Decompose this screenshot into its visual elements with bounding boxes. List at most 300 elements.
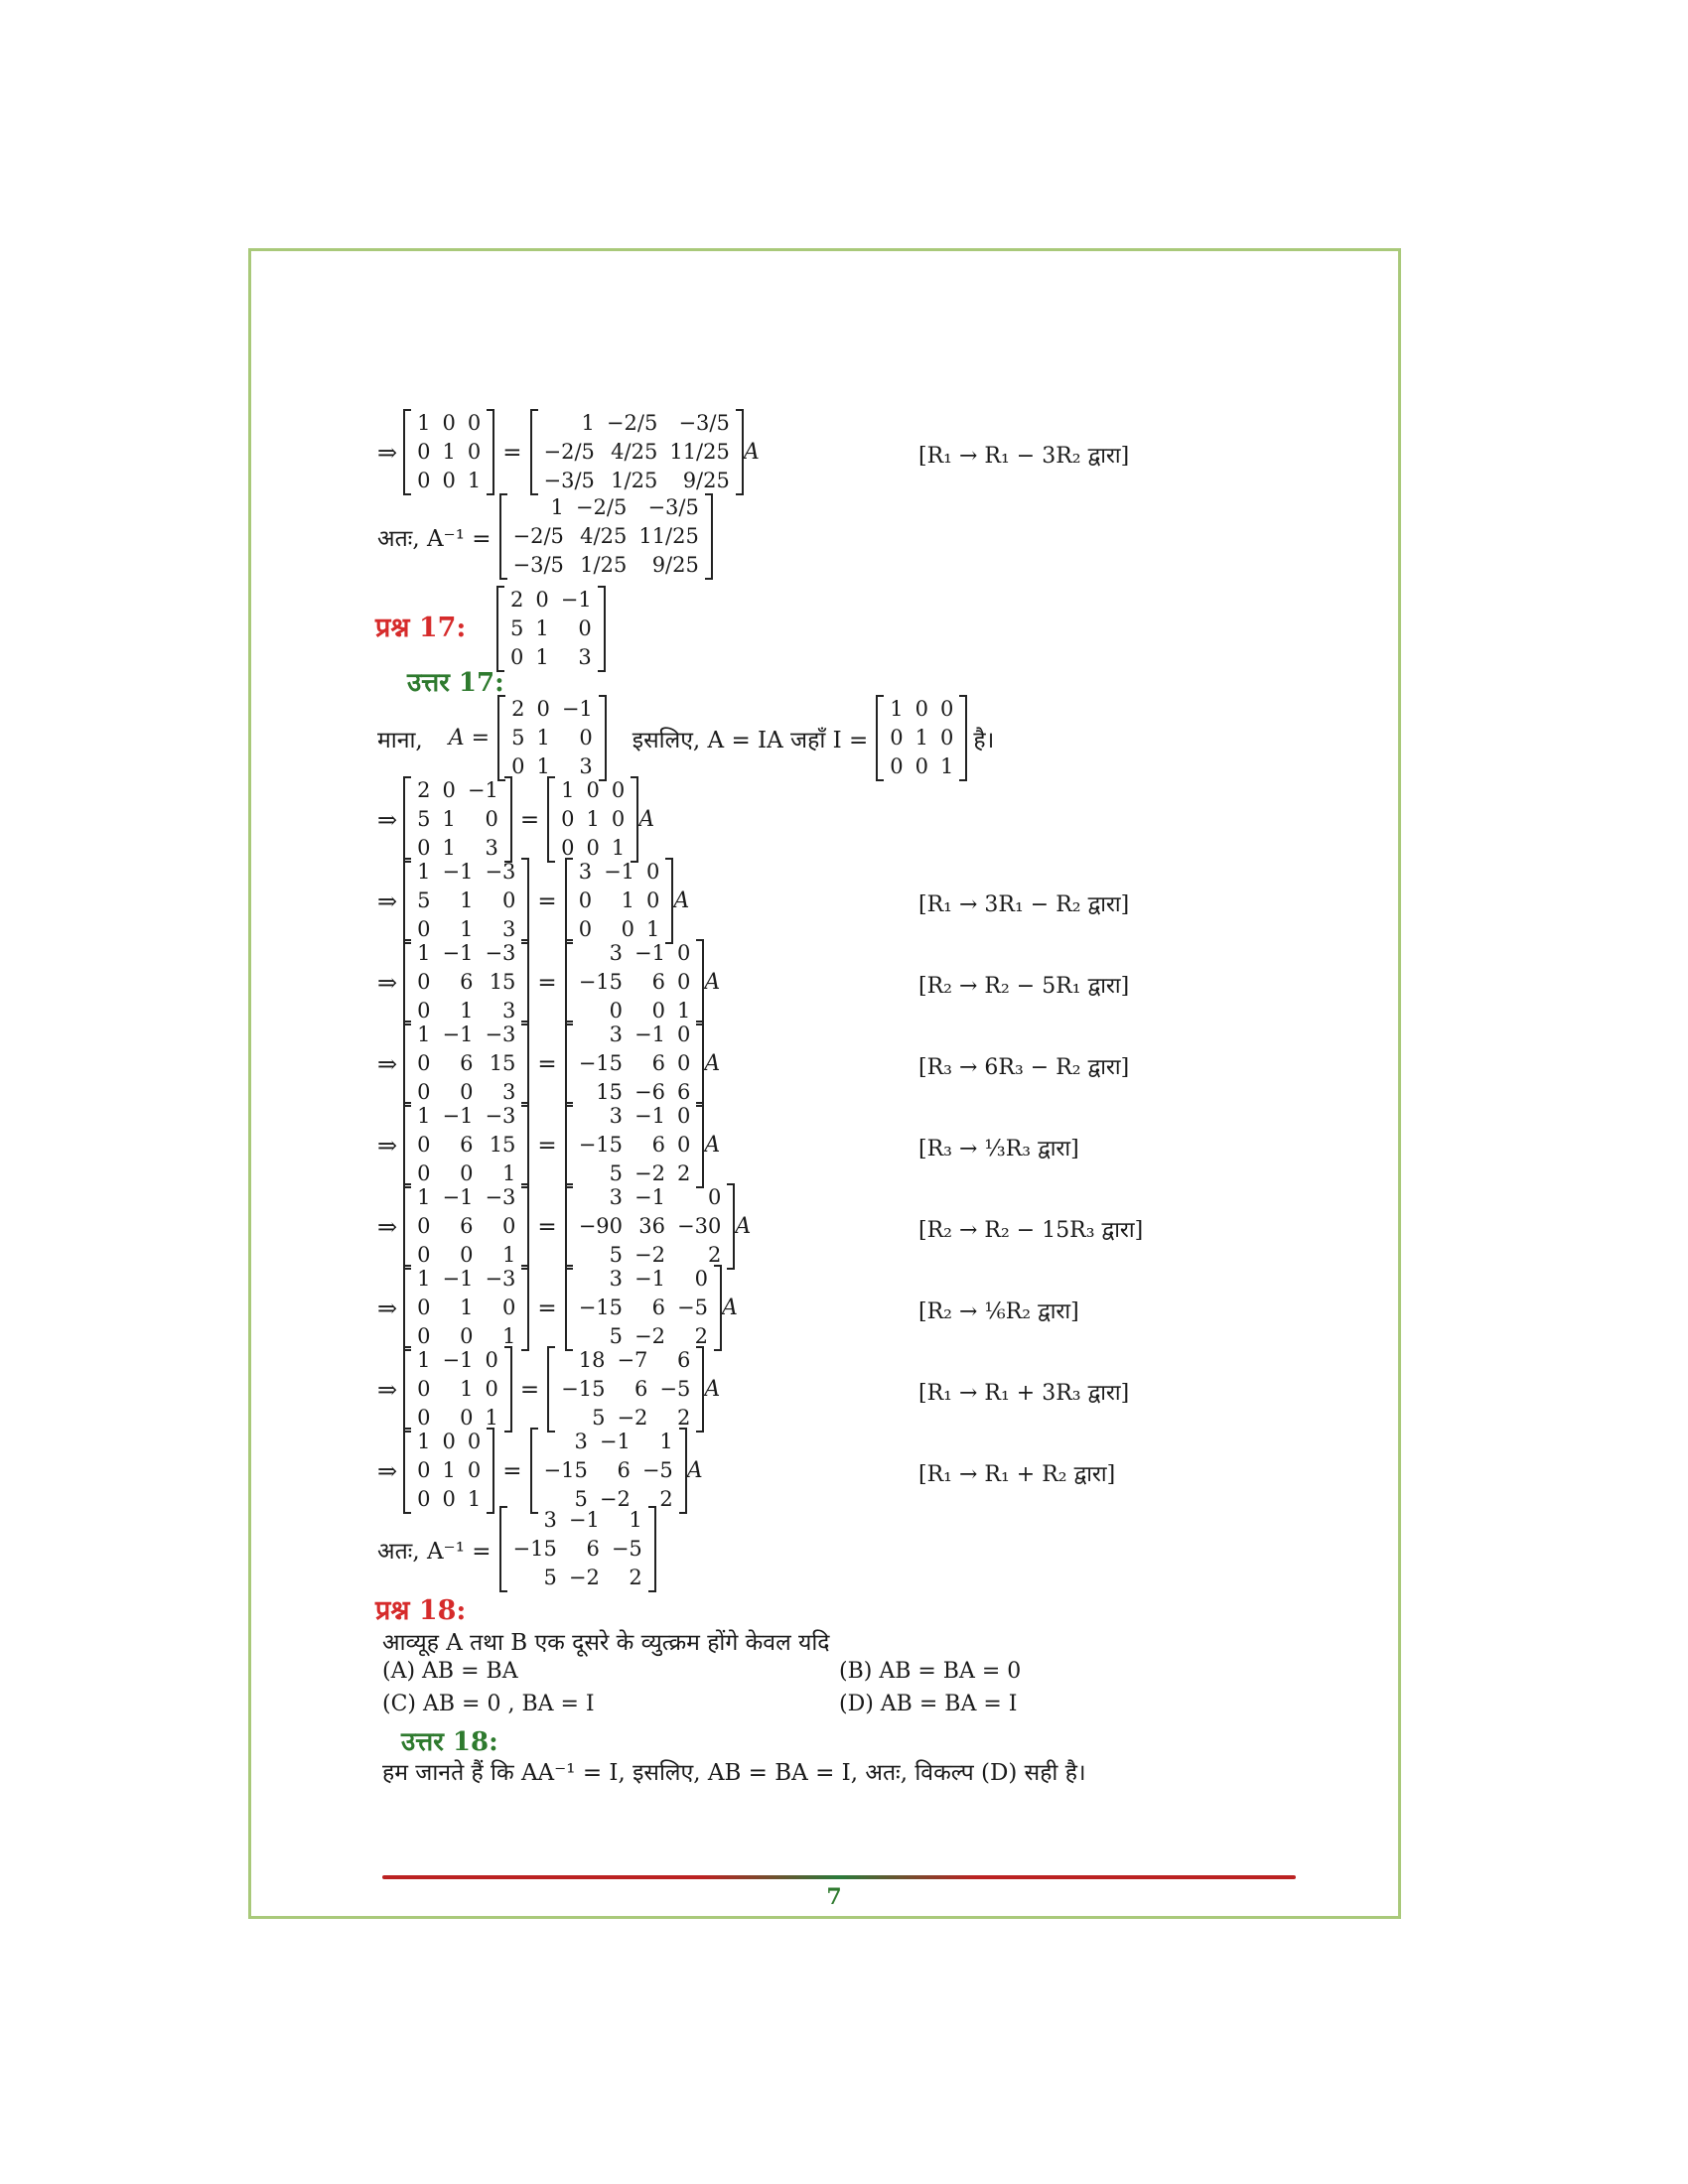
matrix-cell: 1 [502, 1243, 516, 1267]
matrix [565, 1265, 722, 1351]
matrix [565, 939, 705, 1025]
matrix-cell: 1 [417, 1348, 431, 1372]
matrix-cell: −2/5 [606, 411, 658, 435]
matrix-cell: 3 [543, 1508, 557, 1532]
matrix-cell: −15 [512, 1537, 557, 1561]
equals-sign: = [537, 1295, 557, 1321]
implies-symbol: ⇒ [377, 1456, 398, 1485]
question-17-label: प्रश्न 17: [375, 613, 467, 643]
matrix-cell: 1 [621, 888, 635, 912]
inverse-result [377, 493, 713, 580]
is-text: है। [973, 727, 995, 753]
matrix-cell: 0 [502, 888, 516, 912]
step-row [377, 776, 654, 863]
matrix-cell: 6 [677, 1080, 691, 1104]
implies-symbol: ⇒ [377, 1294, 398, 1322]
matrix-cell: 3 [502, 999, 516, 1023]
row-operation-note: [R₁ → R₁ − 3R₂ द्वारा] [918, 444, 1130, 469]
matrix-cell: 0 [677, 1023, 691, 1046]
matrix-cell: 6 [460, 1133, 474, 1157]
matrix-cell: −90 [578, 1214, 624, 1238]
implies-symbol: ⇒ [377, 968, 398, 997]
matrix-cell: 2 [659, 1487, 673, 1511]
matrix-cell: 1 [485, 1406, 498, 1430]
matrix-cell: 15 [489, 1051, 516, 1075]
matrix-cell: 3 [502, 917, 516, 941]
matrix-cell: −30 [677, 1214, 722, 1238]
matrix-cell: 0 [914, 697, 929, 721]
equals-sign: = [537, 969, 557, 996]
equals-sign: = [502, 439, 522, 466]
matrix [403, 939, 529, 1025]
matrix-cell: 6 [651, 1296, 665, 1319]
matrix-cell: 2 [629, 1566, 642, 1589]
step-row [377, 1428, 703, 1514]
matrix-cell: 0 [611, 807, 626, 831]
matrix [565, 1102, 705, 1188]
matrix-cell: 0 [940, 697, 954, 721]
matrix-cell: 0 [578, 888, 593, 912]
matrix-cell: 2 [677, 1406, 691, 1430]
matrix-cell: −5 [611, 1537, 642, 1561]
matrix-cell: 5 [417, 807, 431, 831]
matrix-cell: −1 [467, 778, 498, 802]
matrix-cell: 0 [417, 440, 431, 464]
matrix-suffix: A [704, 1133, 721, 1158]
matrix-cell: 11/25 [638, 524, 699, 548]
matrix-cell: 0 [442, 411, 456, 435]
matrix-cell: −1 [568, 1508, 600, 1532]
matrix-cell: 0 [578, 917, 593, 941]
matrix-cell: 11/25 [669, 440, 730, 464]
matrix [565, 1021, 705, 1107]
step-row [377, 1183, 751, 1270]
matrix-cell: 0 [677, 1133, 691, 1157]
matrix-cell: 1 [460, 1377, 474, 1401]
matrix-cell: 0 [417, 970, 431, 994]
matrix-cell: 1 [417, 941, 431, 965]
matrix-cell: 5 [510, 616, 524, 640]
matrix-cell: 5 [511, 726, 525, 750]
row-operation-note: [R₂ → R₂ − 5R₁ द्वारा] [918, 974, 1130, 999]
matrix-suffix: A [735, 1214, 752, 1239]
matrix-cell: −3 [485, 1267, 516, 1291]
matrix-cell: −15 [561, 1377, 606, 1401]
matrix-cell: −1 [561, 697, 593, 721]
matrix-cell: 5 [543, 1566, 557, 1589]
matrix-cell: −7 [617, 1348, 648, 1372]
matrix-cell: 1 [535, 645, 549, 669]
matrix [496, 586, 606, 672]
row-operation-note: [R₂ → R₂ − 15R₃ द्वारा] [918, 1218, 1144, 1243]
matrix-cell: 0 [621, 917, 635, 941]
answer-18-text: हम जानते हैं कि AA⁻¹ = I, इसलिए, AB = BA = I, अतः, विकल्प (D) सही है। [382, 1760, 1086, 1786]
matrix-cell: −2 [634, 1243, 665, 1267]
step-row [377, 1102, 720, 1188]
matrix [403, 409, 494, 495]
matrix-cell: 0 [561, 807, 575, 831]
equals-sign: = [519, 1376, 540, 1403]
matrix-cell: −3/5 [647, 495, 699, 519]
matrix-cell: 9/25 [682, 469, 730, 492]
row-operation-note: [R₃ → ⅓R₃ द्वारा] [918, 1137, 1079, 1161]
matrix-cell: −2 [634, 1161, 665, 1185]
matrix-cell: 0 [460, 1161, 474, 1185]
matrix-cell: 3 [609, 1104, 624, 1128]
matrix-cell: 0 [677, 1104, 691, 1128]
matrix-cell: 1 [646, 917, 660, 941]
matrix-cell: 0 [502, 1214, 516, 1238]
implies-symbol: ⇒ [377, 1049, 398, 1078]
matrix-cell: −1 [442, 941, 474, 965]
matrix-cell: 3 [609, 1185, 624, 1209]
matrix-cell: −1 [442, 1185, 474, 1209]
matrix-cell: 0 [417, 1377, 431, 1401]
matrix-cell: 0 [611, 778, 626, 802]
matrix-cell: −15 [543, 1458, 588, 1482]
matrix-cell: 0 [707, 1185, 722, 1209]
matrix [876, 695, 967, 781]
matrix-cell: −15 [578, 1133, 624, 1157]
matrix-cell: 0 [417, 1487, 431, 1511]
matrix-cell: 0 [417, 1051, 431, 1075]
matrix-suffix: A [686, 1458, 703, 1483]
matrix-cell: 0 [511, 754, 525, 778]
matrix-cell: 1 [417, 860, 431, 884]
matrix-cell: 0 [579, 726, 593, 750]
matrix-cell: 5 [609, 1161, 624, 1185]
matrix-cell: 1 [467, 469, 482, 492]
matrix-cell: 15 [489, 1133, 516, 1157]
matrix-cell: 0 [677, 970, 691, 994]
matrix-cell: 0 [890, 726, 904, 750]
row-operation-note: [R₁ → 3R₁ − R₂ द्वारा] [918, 892, 1130, 917]
matrix-cell: 3 [609, 1023, 624, 1046]
matrix-cell: 1 [417, 1267, 431, 1291]
matrix [497, 695, 607, 781]
matrix-cell: −1 [442, 1023, 474, 1046]
matrix-cell: 2 [707, 1243, 722, 1267]
matrix-cell: −5 [659, 1377, 691, 1401]
matrix-cell: 1 [502, 1324, 516, 1348]
matrix-cell: −1 [634, 941, 665, 965]
matrix-cell: 5 [417, 888, 431, 912]
matrix-cell: 0 [417, 1406, 431, 1430]
matrix-cell: 0 [536, 697, 550, 721]
matrix-cell: −1 [634, 1104, 665, 1128]
let-text: माना, [377, 727, 423, 753]
matrix-cell: 6 [460, 970, 474, 994]
matrix-cell: 0 [417, 999, 431, 1023]
matrix-cell: −1 [604, 860, 635, 884]
matrix-cell: −3 [485, 1104, 516, 1128]
matrix-cell: 0 [485, 1377, 498, 1401]
matrix-cell: 1 [629, 1508, 642, 1532]
matrix-cell: 1 [536, 726, 550, 750]
matrix-cell: 1 [536, 754, 550, 778]
implies-symbol: ⇒ [377, 805, 398, 834]
matrix-cell: 0 [646, 860, 660, 884]
matrix-cell: 1 [417, 411, 431, 435]
matrix-cell: −3/5 [678, 411, 730, 435]
matrix [565, 1183, 736, 1270]
matrix [403, 858, 529, 944]
matrix-cell: 1 [502, 1161, 516, 1185]
matrix-cell: 0 [417, 1296, 431, 1319]
matrix-cell: 0 [460, 1406, 474, 1430]
matrix-cell: 0 [467, 1430, 482, 1453]
matrix-cell: −3/5 [543, 469, 595, 492]
matrix-cell: 0 [467, 440, 482, 464]
option-b: (B) AB = BA = 0 [839, 1659, 1022, 1684]
matrix-cell: 0 [442, 778, 456, 802]
matrix-cell: 3 [609, 1267, 624, 1291]
matrix-cell: 6 [460, 1214, 474, 1238]
footer-rule [382, 1875, 1296, 1879]
answer-18-label: उत्तर 18: [401, 1727, 498, 1757]
matrix-cell: 1/25 [611, 469, 658, 492]
matrix-cell: 6 [586, 1537, 600, 1561]
matrix-cell: 0 [417, 1133, 431, 1157]
matrix-cell: 15 [596, 1080, 624, 1104]
equals-sign: = [537, 1132, 557, 1159]
step-row [377, 1265, 738, 1351]
matrix-suffix: A [704, 970, 721, 995]
matrix-cell: 0 [417, 917, 431, 941]
matrix [403, 1346, 512, 1433]
matrix-cell: 2 [417, 778, 431, 802]
matrix-cell: 6 [617, 1458, 631, 1482]
matrix-cell: 15 [489, 970, 516, 994]
matrix-cell: 0 [417, 1243, 431, 1267]
matrix-cell: 1 [417, 1023, 431, 1046]
matrix-cell: 0 [890, 754, 904, 778]
matrix-cell: 4/25 [580, 524, 628, 548]
matrix-suffix: A [638, 807, 655, 832]
matrix-cell: −1 [442, 1348, 474, 1372]
matrix-cell: 1 [417, 1185, 431, 1209]
implies-symbol: ⇒ [377, 1212, 398, 1241]
matrix [403, 1265, 529, 1351]
matrix-cell: 0 [460, 1243, 474, 1267]
matrix-cell: 0 [460, 1080, 474, 1104]
matrix-suffix: A [704, 1377, 721, 1402]
matrix-cell: 0 [485, 807, 498, 831]
question-18-label: प्रश्न 18: [375, 1595, 467, 1626]
matrix-cell: 0 [535, 588, 549, 612]
row-operation-note: [R₃ → 6R₃ − R₂ द्वारा] [918, 1055, 1130, 1080]
matrix-cell: 0 [417, 1458, 431, 1482]
row-operation-note: [R₁ → R₁ + R₂ द्वारा] [918, 1462, 1116, 1487]
matrix-cell: 36 [638, 1214, 665, 1238]
matrix-cell: 0 [417, 836, 431, 860]
matrix-cell: 4/25 [611, 440, 658, 464]
matrix-cell: −3 [485, 1023, 516, 1046]
matrix-cell: 2 [677, 1161, 691, 1185]
matrix [547, 776, 638, 863]
matrix-cell: 1 [940, 754, 954, 778]
equals-sign: = [502, 1457, 522, 1484]
implies-symbol: ⇒ [377, 438, 398, 467]
matrix-cell: 2 [694, 1324, 708, 1348]
matrix-cell: 1 [914, 726, 929, 750]
matrix-cell: 0 [586, 836, 600, 860]
matrix [403, 776, 512, 863]
matrix-cell: 1 [586, 807, 600, 831]
matrix-cell: 0 [940, 726, 954, 750]
matrix-cell: 0 [442, 1430, 456, 1453]
matrix-cell: −1 [634, 1267, 665, 1291]
definition-row [377, 695, 994, 781]
matrix [403, 1428, 494, 1514]
matrix-cell: 0 [417, 1214, 431, 1238]
page-number: 7 [826, 1884, 842, 1910]
matrix [499, 1506, 656, 1592]
equals-sign: = [519, 806, 540, 833]
matrix [403, 1021, 529, 1107]
matrix-cell: 0 [442, 1487, 456, 1511]
matrix-cell: 1 [442, 836, 456, 860]
matrix-cell: 1 [467, 1487, 482, 1511]
matrix-cell: 1 [611, 836, 626, 860]
equals-sign: = [537, 887, 557, 914]
matrix-cell: 1 [460, 917, 474, 941]
matrix-cell: 6 [634, 1377, 648, 1401]
matrix-cell: −2 [599, 1487, 631, 1511]
option-a: (A) AB = BA [382, 1659, 518, 1684]
matrix-cell: 3 [485, 836, 498, 860]
inverse-label: अतः, A⁻¹ = [377, 525, 492, 552]
matrix-cell: 1 [442, 807, 456, 831]
matrix-cell: 0 [467, 1458, 482, 1482]
matrix-cell: 1 [417, 1430, 431, 1453]
matrix-cell: −2/5 [575, 495, 628, 519]
matrix-cell: 1 [442, 440, 456, 464]
matrix-cell: 6 [651, 970, 665, 994]
answer-17-label: उत्तर 17: [407, 668, 504, 698]
matrix-cell: 1 [460, 999, 474, 1023]
matrix-cell: −1 [442, 860, 474, 884]
matrix-cell: 0 [460, 1324, 474, 1348]
inverse-label: अतः, A⁻¹ = [377, 1538, 492, 1565]
matrix-cell: 3 [574, 1430, 588, 1453]
equals-sign: = [537, 1050, 557, 1077]
matrix-cell: 6 [651, 1051, 665, 1075]
matrix-cell: 1 [535, 616, 549, 640]
matrix-cell: 0 [646, 888, 660, 912]
matrix-cell: 1 [677, 999, 691, 1023]
matrix-cell: 0 [510, 645, 524, 669]
matrix-cell: 1/25 [580, 553, 628, 577]
matrix-cell: −1 [442, 1267, 474, 1291]
matrix-cell: −2 [634, 1324, 665, 1348]
matrix-cell: 0 [467, 411, 482, 435]
matrix-cell: −1 [560, 588, 592, 612]
matrix-cell: 2 [510, 588, 524, 612]
inverse-result [377, 1506, 656, 1592]
matrix-cell: 0 [677, 1051, 691, 1075]
option-c: (C) AB = 0 , BA = I [382, 1692, 595, 1716]
matrix [403, 1102, 529, 1188]
matrix-cell: −2/5 [543, 440, 595, 464]
matrix-cell: 18 [578, 1348, 606, 1372]
matrix [530, 409, 744, 495]
matrix-cell: 0 [578, 616, 592, 640]
step-row [377, 409, 760, 495]
matrix-cell: 1 [561, 778, 575, 802]
matrix-cell: −1 [599, 1430, 631, 1453]
matrix-cell: −15 [578, 970, 624, 994]
matrix-cell: 3 [502, 1080, 516, 1104]
matrix-cell: 3 [609, 941, 624, 965]
matrix-cell: −5 [641, 1458, 673, 1482]
therefore-text: इसलिए, A = IA जहाँ I = [632, 727, 869, 753]
step-row [377, 1021, 720, 1107]
matrix-cell: 1 [550, 495, 564, 519]
matrix-cell: 3 [579, 754, 593, 778]
matrix-cell: −2/5 [512, 524, 564, 548]
matrix [565, 858, 674, 944]
matrix [530, 1428, 687, 1514]
matrix-cell: −3 [485, 941, 516, 965]
matrix-cell: −2 [617, 1406, 648, 1430]
matrix-cell: 1 [442, 1458, 456, 1482]
step-row [377, 1346, 720, 1433]
matrix-cell: 6 [651, 1133, 665, 1157]
matrix-cell: 3 [578, 645, 592, 669]
row-operation-note: [R₂ → ⅙R₂ द्वारा] [918, 1299, 1079, 1324]
matrix-suffix: A [743, 440, 760, 465]
matrix-cell: −6 [634, 1080, 665, 1104]
matrix-cell: −15 [578, 1296, 624, 1319]
matrix [499, 493, 713, 580]
matrix-cell: 1 [890, 697, 904, 721]
matrix-cell: 1 [417, 1104, 431, 1128]
matrix-cell: 0 [417, 1080, 431, 1104]
matrix-cell: 0 [417, 1324, 431, 1348]
matrix-cell: −1 [442, 1104, 474, 1128]
matrix-cell: −3 [485, 1185, 516, 1209]
matrix-cell: 5 [592, 1406, 606, 1430]
step-row [377, 858, 689, 944]
matrix-cell: 0 [677, 941, 691, 965]
matrix-cell: −1 [634, 1185, 665, 1209]
matrix-cell: −5 [677, 1296, 708, 1319]
matrix-cell: 0 [651, 999, 665, 1023]
matrix-cell: 0 [609, 999, 624, 1023]
matrix-cell: 0 [417, 469, 431, 492]
matrix-cell: 9/25 [651, 553, 699, 577]
implies-symbol: ⇒ [377, 1375, 398, 1404]
matrix-cell: −3/5 [512, 553, 564, 577]
matrix-cell: 5 [609, 1324, 624, 1348]
matrix-cell: 6 [460, 1051, 474, 1075]
row-operation-note: [R₁ → R₁ + 3R₃ द्वारा] [918, 1381, 1130, 1406]
matrix-cell: 0 [417, 1161, 431, 1185]
matrix-suffix: A [721, 1296, 738, 1320]
matrix-cell: 1 [659, 1430, 673, 1453]
matrix-cell: 5 [609, 1243, 624, 1267]
equals-sign: = [537, 1213, 557, 1240]
matrix-cell: 6 [677, 1348, 691, 1372]
matrix-cell: 1 [460, 888, 474, 912]
matrix-cell: 0 [442, 469, 456, 492]
matrix-suffix: A [673, 888, 690, 913]
matrix-cell: 1 [581, 411, 595, 435]
matrix-cell: −2 [568, 1566, 600, 1589]
matrix-cell: 5 [574, 1487, 588, 1511]
question-18-text: आव्यूह A तथा B एक दूसरे के व्युत्क्रम होंगे केवल यदि [382, 1630, 830, 1656]
